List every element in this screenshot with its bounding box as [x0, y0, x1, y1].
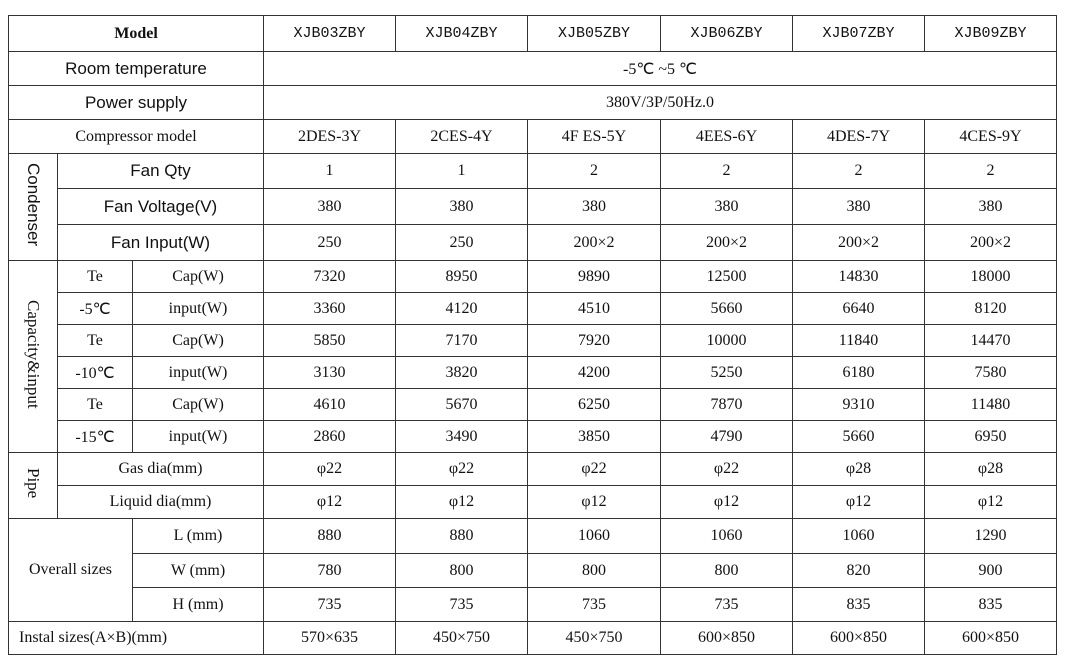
- input-value: 4790: [661, 421, 793, 453]
- input-value: 4510: [528, 293, 661, 325]
- cap-value: 7170: [396, 325, 528, 357]
- input-value: 8120: [925, 293, 1057, 325]
- input-row: [9, 421, 1057, 453]
- power-supply-value: 380V/3P/50Hz.0: [264, 86, 1057, 120]
- cap-value: 14830: [793, 261, 925, 293]
- pipe-row-label: Liquid dia(mm): [58, 486, 264, 519]
- condenser-value: 2: [528, 154, 661, 189]
- size-value: 1290: [925, 519, 1057, 554]
- input-label: input(W): [133, 421, 264, 453]
- input-value: 3820: [396, 357, 528, 389]
- compressor-label: Compressor model: [9, 120, 264, 154]
- model-name: XJB04ZBY: [396, 16, 528, 52]
- pipe-value: φ22: [528, 453, 661, 486]
- pipe-value: φ28: [925, 453, 1057, 486]
- condenser-group-cell: [9, 154, 58, 261]
- cap-value: 4610: [264, 389, 396, 421]
- condenser-value: 380: [925, 189, 1057, 225]
- install-value: 600×850: [661, 622, 793, 655]
- compressor-value: 2CES-4Y: [396, 120, 528, 154]
- install-value: 570×635: [264, 622, 396, 655]
- condenser-row-label: Fan Input(W): [58, 225, 264, 261]
- input-value: 4200: [528, 357, 661, 389]
- install-value: 600×850: [793, 622, 925, 655]
- room-temperature-value: -5℃ ~5 ℃: [264, 52, 1057, 86]
- model-name: XJB03ZBY: [264, 16, 396, 52]
- size-value: 1060: [793, 519, 925, 554]
- cap-value: 11480: [925, 389, 1057, 421]
- condenser-value: 380: [661, 189, 793, 225]
- size-label: H (mm): [133, 588, 264, 622]
- te-label: Te: [58, 261, 133, 293]
- fan-qty-row: [9, 154, 1057, 189]
- input-value: 6640: [793, 293, 925, 325]
- condenser-row-label: Fan Qty: [58, 154, 264, 189]
- model-row: [9, 16, 1057, 52]
- pipe-value: φ28: [793, 453, 925, 486]
- condenser-group-label: Condenser: [24, 162, 43, 247]
- cap-value: 5670: [396, 389, 528, 421]
- pipe-value: φ12: [528, 486, 661, 519]
- input-label: input(W): [133, 293, 264, 325]
- size-value: 835: [925, 588, 1057, 622]
- cap-value: 10000: [661, 325, 793, 357]
- pipe-value: φ22: [661, 453, 793, 486]
- pipe-value: φ22: [264, 453, 396, 486]
- condenser-value: 250: [264, 225, 396, 261]
- size-label: L (mm): [133, 519, 264, 554]
- condenser-value: 200×2: [661, 225, 793, 261]
- install-value: 600×850: [925, 622, 1057, 655]
- compressor-value: 4EES-6Y: [661, 120, 793, 154]
- input-value: 5660: [661, 293, 793, 325]
- cap-row: [9, 389, 1057, 421]
- fan-voltage-row: [9, 189, 1057, 225]
- install-value: 450×750: [396, 622, 528, 655]
- pipe-value: φ12: [396, 486, 528, 519]
- install-row: [9, 622, 1057, 655]
- model-name: XJB05ZBY: [528, 16, 661, 52]
- temp-label: -5℃: [58, 293, 133, 325]
- condenser-value: 1: [264, 154, 396, 189]
- input-value: 7580: [925, 357, 1057, 389]
- condenser-value: 380: [264, 189, 396, 225]
- length-row: [9, 519, 1057, 554]
- input-value: 3490: [396, 421, 528, 453]
- size-value: 735: [661, 588, 793, 622]
- size-value: 735: [264, 588, 396, 622]
- cap-value: 7870: [661, 389, 793, 421]
- temp-label: -15℃: [58, 421, 133, 453]
- condenser-row-label: Fan Voltage(V): [58, 189, 264, 225]
- pipe-value: φ12: [925, 486, 1057, 519]
- pipe-group-label: Pipe: [24, 467, 43, 499]
- compressor-value: 4CES-9Y: [925, 120, 1057, 154]
- size-value: 880: [264, 519, 396, 554]
- install-label: Instal sizes(A×B)(mm): [9, 622, 264, 655]
- height-row: [9, 588, 1057, 622]
- size-value: 780: [264, 554, 396, 588]
- cap-row: [9, 261, 1057, 293]
- cap-value: 8950: [396, 261, 528, 293]
- pipe-value: φ12: [661, 486, 793, 519]
- condenser-value: 380: [396, 189, 528, 225]
- size-label: W (mm): [133, 554, 264, 588]
- fan-input-row: [9, 225, 1057, 261]
- condenser-value: 200×2: [528, 225, 661, 261]
- size-value: 880: [396, 519, 528, 554]
- condenser-value: 200×2: [793, 225, 925, 261]
- capacity-group-label: Capacity&input: [24, 299, 43, 409]
- input-value: 5250: [661, 357, 793, 389]
- cap-value: 18000: [925, 261, 1057, 293]
- size-value: 735: [396, 588, 528, 622]
- input-value: 3850: [528, 421, 661, 453]
- power-supply-row: [9, 86, 1057, 120]
- spec-table: [8, 15, 1057, 655]
- cap-value: 12500: [661, 261, 793, 293]
- condenser-value: 2: [925, 154, 1057, 189]
- cap-value: 6250: [528, 389, 661, 421]
- model-name: XJB07ZBY: [793, 16, 925, 52]
- overall-group-label: Overall sizes: [9, 519, 133, 622]
- input-row: [9, 357, 1057, 389]
- size-value: 800: [396, 554, 528, 588]
- temp-label: -10℃: [58, 357, 133, 389]
- cap-label: Cap(W): [133, 389, 264, 421]
- capacity-group-cell: [9, 261, 58, 453]
- condenser-value: 200×2: [925, 225, 1057, 261]
- size-value: 900: [925, 554, 1057, 588]
- condenser-value: 1: [396, 154, 528, 189]
- cap-label: Cap(W): [133, 325, 264, 357]
- pipe-group-cell: [9, 453, 58, 519]
- pipe-value: φ12: [264, 486, 396, 519]
- model-name: XJB09ZBY: [925, 16, 1057, 52]
- compressor-value: 2DES-3Y: [264, 120, 396, 154]
- input-value: 2860: [264, 421, 396, 453]
- input-value: 6950: [925, 421, 1057, 453]
- compressor-value: 4F ES-5Y: [528, 120, 661, 154]
- input-row: [9, 293, 1057, 325]
- condenser-value: 2: [793, 154, 925, 189]
- pipe-value: φ22: [396, 453, 528, 486]
- compressor-value: 4DES-7Y: [793, 120, 925, 154]
- room-temperature-row: [9, 52, 1057, 86]
- size-value: 820: [793, 554, 925, 588]
- cap-value: 14470: [925, 325, 1057, 357]
- condenser-value: 380: [793, 189, 925, 225]
- size-value: 735: [528, 588, 661, 622]
- pipe-value: φ12: [793, 486, 925, 519]
- size-value: 1060: [528, 519, 661, 554]
- input-value: 3360: [264, 293, 396, 325]
- size-value: 835: [793, 588, 925, 622]
- cap-value: 7920: [528, 325, 661, 357]
- cap-value: 7320: [264, 261, 396, 293]
- gas-dia-row: [9, 453, 1057, 486]
- condenser-value: 380: [528, 189, 661, 225]
- input-value: 6180: [793, 357, 925, 389]
- model-name: XJB06ZBY: [661, 16, 793, 52]
- model-header: Model: [9, 16, 264, 52]
- condenser-value: 250: [396, 225, 528, 261]
- power-supply-label: Power supply: [9, 86, 264, 120]
- room-temperature-label: Room temperature: [9, 52, 264, 86]
- te-label: Te: [58, 325, 133, 357]
- size-value: 800: [661, 554, 793, 588]
- size-value: 800: [528, 554, 661, 588]
- condenser-value: 2: [661, 154, 793, 189]
- size-value: 1060: [661, 519, 793, 554]
- compressor-row: [9, 120, 1057, 154]
- input-label: input(W): [133, 357, 264, 389]
- input-value: 3130: [264, 357, 396, 389]
- input-value: 5660: [793, 421, 925, 453]
- liquid-dia-row: [9, 486, 1057, 519]
- cap-value: 11840: [793, 325, 925, 357]
- cap-value: 9310: [793, 389, 925, 421]
- install-value: 450×750: [528, 622, 661, 655]
- cap-label: Cap(W): [133, 261, 264, 293]
- pipe-row-label: Gas dia(mm): [58, 453, 264, 486]
- input-value: 4120: [396, 293, 528, 325]
- width-row: [9, 554, 1057, 588]
- cap-row: [9, 325, 1057, 357]
- cap-value: 5850: [264, 325, 396, 357]
- te-label: Te: [58, 389, 133, 421]
- cap-value: 9890: [528, 261, 661, 293]
